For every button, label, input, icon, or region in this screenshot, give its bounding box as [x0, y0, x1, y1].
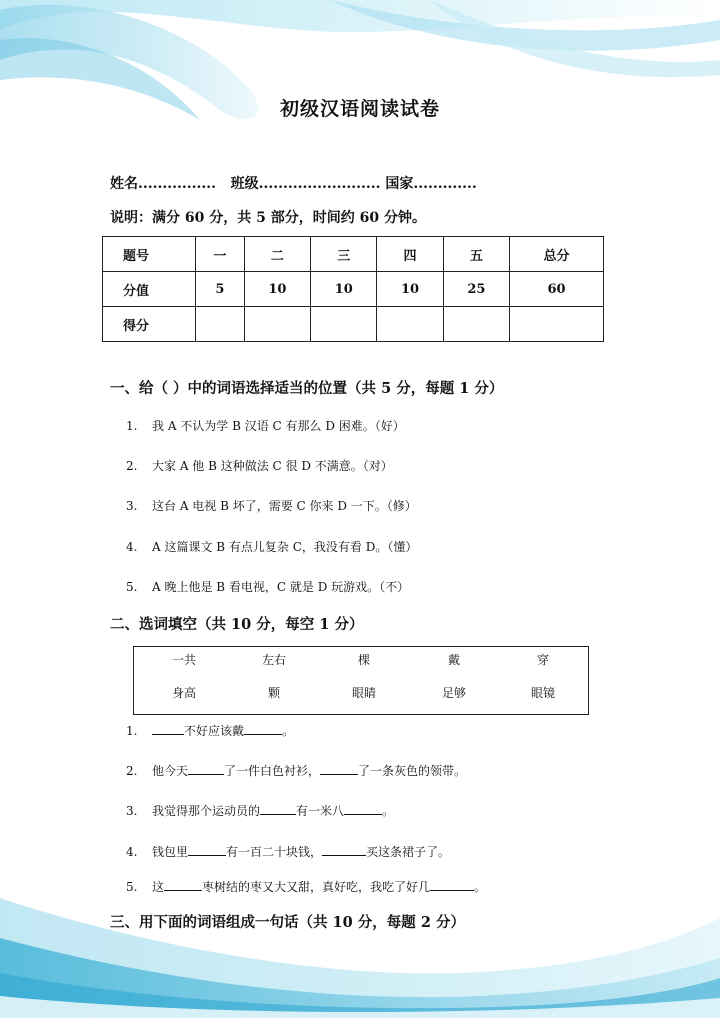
word-bank-word: 眼镜 — [530, 686, 555, 700]
student-info-line — [110, 173, 477, 193]
name-field[interactable]: ................ — [138, 176, 216, 192]
table-cell: 10 — [377, 272, 443, 307]
table-cell: 25 — [443, 272, 509, 307]
question-text: 大家 A 他 B 这种做法 C 很 D 不满意。（对） — [152, 459, 393, 473]
question-text: A 这篇课文 B 有点儿复杂 C，我没有看 D。（懂） — [152, 540, 418, 554]
table-cell: 三 — [311, 237, 377, 272]
question-text: 这 — [152, 880, 165, 894]
question-text: 有一百二十块钱， — [226, 845, 323, 859]
page-title: 初级汉语阅读试卷 — [279, 98, 440, 120]
score-input-cell[interactable] — [510, 307, 604, 342]
list-item — [126, 802, 394, 819]
table-cell: 10 — [311, 272, 377, 307]
word-bank-word: 眼睛 — [351, 686, 376, 700]
question-number: 4. — [126, 540, 138, 554]
class-label: 班级 — [230, 176, 259, 192]
list-item — [126, 417, 405, 434]
list-item — [126, 843, 450, 860]
table-row — [103, 272, 604, 307]
question-text: 这台 A 电视 B 坏了，需要 C 你来 D 一下。（修） — [152, 499, 417, 513]
list-item — [126, 538, 417, 555]
answer-blank[interactable] — [188, 764, 224, 775]
answer-blank[interactable] — [164, 880, 202, 891]
table-cell: 题号 — [103, 237, 196, 272]
table-cell: 10 — [244, 272, 310, 307]
question-text: 有一米八 — [296, 804, 345, 818]
word-bank-word: 一共 — [171, 653, 196, 667]
section2-heading: 二、选词填空（共 10 分，每空 1 分） — [110, 616, 364, 633]
answer-blank[interactable] — [244, 724, 282, 735]
answer-blank[interactable] — [430, 880, 474, 891]
table-cell: 一 — [196, 237, 245, 272]
list-item — [126, 457, 393, 474]
word-bank-word: 戴 — [447, 653, 460, 667]
question-text: 买这条裙子了。 — [366, 845, 451, 859]
question-text: 我 A 不认为学 B 汉语 C 有那么 D 困难。（好） — [152, 419, 405, 433]
word-bank-word: 身高 — [171, 686, 196, 700]
word-bank-word: 棵 — [357, 653, 370, 667]
question-number: 3. — [126, 499, 138, 513]
table-cell: 总分 — [510, 237, 604, 272]
answer-blank[interactable] — [322, 845, 366, 856]
answer-blank[interactable] — [260, 804, 296, 815]
table-row — [103, 307, 604, 342]
word-bank-word: 左右 — [261, 653, 286, 667]
table-cell: 四 — [377, 237, 443, 272]
question-text: 。 — [474, 880, 487, 894]
question-text: 钱包里 — [152, 845, 189, 859]
list-item — [126, 722, 294, 739]
question-text: A 晚上他是 B 看电视，C 就是 D 玩游戏。（不） — [152, 580, 410, 594]
question-number: 2. — [126, 459, 138, 473]
question-number: 2. — [126, 764, 138, 778]
list-item — [126, 878, 486, 895]
question-number: 4. — [126, 845, 138, 859]
question-text: 不好应该戴 — [184, 724, 245, 738]
answer-blank[interactable] — [188, 845, 226, 856]
question-text: 我觉得那个运动员的 — [152, 804, 261, 818]
table-cell: 60 — [510, 272, 604, 307]
instructions-note: 说明：满分 60 分，共 5 部分，时间约 60 分钟。 — [110, 210, 426, 226]
name-label: 姓名 — [110, 176, 138, 192]
section1-heading: 一、给（ ）中的词语选择适当的位置（共 5 分，每题 1 分） — [110, 380, 504, 397]
question-text: 。 — [282, 724, 295, 738]
question-text: 。 — [382, 804, 395, 818]
score-input-cell[interactable] — [377, 307, 443, 342]
table-cell: 二 — [244, 237, 310, 272]
section3-heading: 三、用下面的词语组成一句话（共 10 分，每题 2 分） — [110, 914, 465, 931]
word-bank-word: 穿 — [536, 653, 549, 667]
word-bank-word: 颗 — [267, 686, 280, 700]
table-cell: 5 — [196, 272, 245, 307]
question-number: 5. — [126, 880, 138, 894]
table-cell: 五 — [443, 237, 509, 272]
class-field[interactable]: ......................... — [258, 176, 381, 192]
table-cell: 得分 — [103, 307, 196, 342]
score-input-cell[interactable] — [196, 307, 245, 342]
question-number: 3. — [126, 804, 138, 818]
score-input-cell[interactable] — [443, 307, 509, 342]
table-row — [103, 237, 604, 272]
country-label: 国家 — [385, 176, 414, 192]
question-number: 5. — [126, 580, 138, 594]
answer-blank[interactable] — [152, 724, 184, 735]
question-number: 1. — [126, 724, 138, 738]
list-item — [126, 497, 417, 514]
score-table — [102, 236, 604, 342]
word-bank-box — [133, 646, 589, 715]
question-text: 了一条灰色的领带。 — [358, 764, 467, 778]
word-bank-word: 足够 — [441, 686, 466, 700]
question-text: 他今天 — [152, 764, 189, 778]
question-number: 1. — [126, 419, 138, 433]
answer-blank[interactable] — [344, 804, 382, 815]
score-input-cell[interactable] — [311, 307, 377, 342]
country-field[interactable]: ............. — [413, 176, 477, 192]
question-text: 了一件白色衬衫， — [224, 764, 321, 778]
question-text: 枣树结的枣又大又甜，真好吃，我吃了好几 — [202, 880, 431, 894]
score-input-cell[interactable] — [244, 307, 310, 342]
table-cell: 分值 — [103, 272, 196, 307]
list-item — [126, 578, 409, 595]
list-item — [126, 762, 466, 779]
answer-blank[interactable] — [320, 764, 358, 775]
